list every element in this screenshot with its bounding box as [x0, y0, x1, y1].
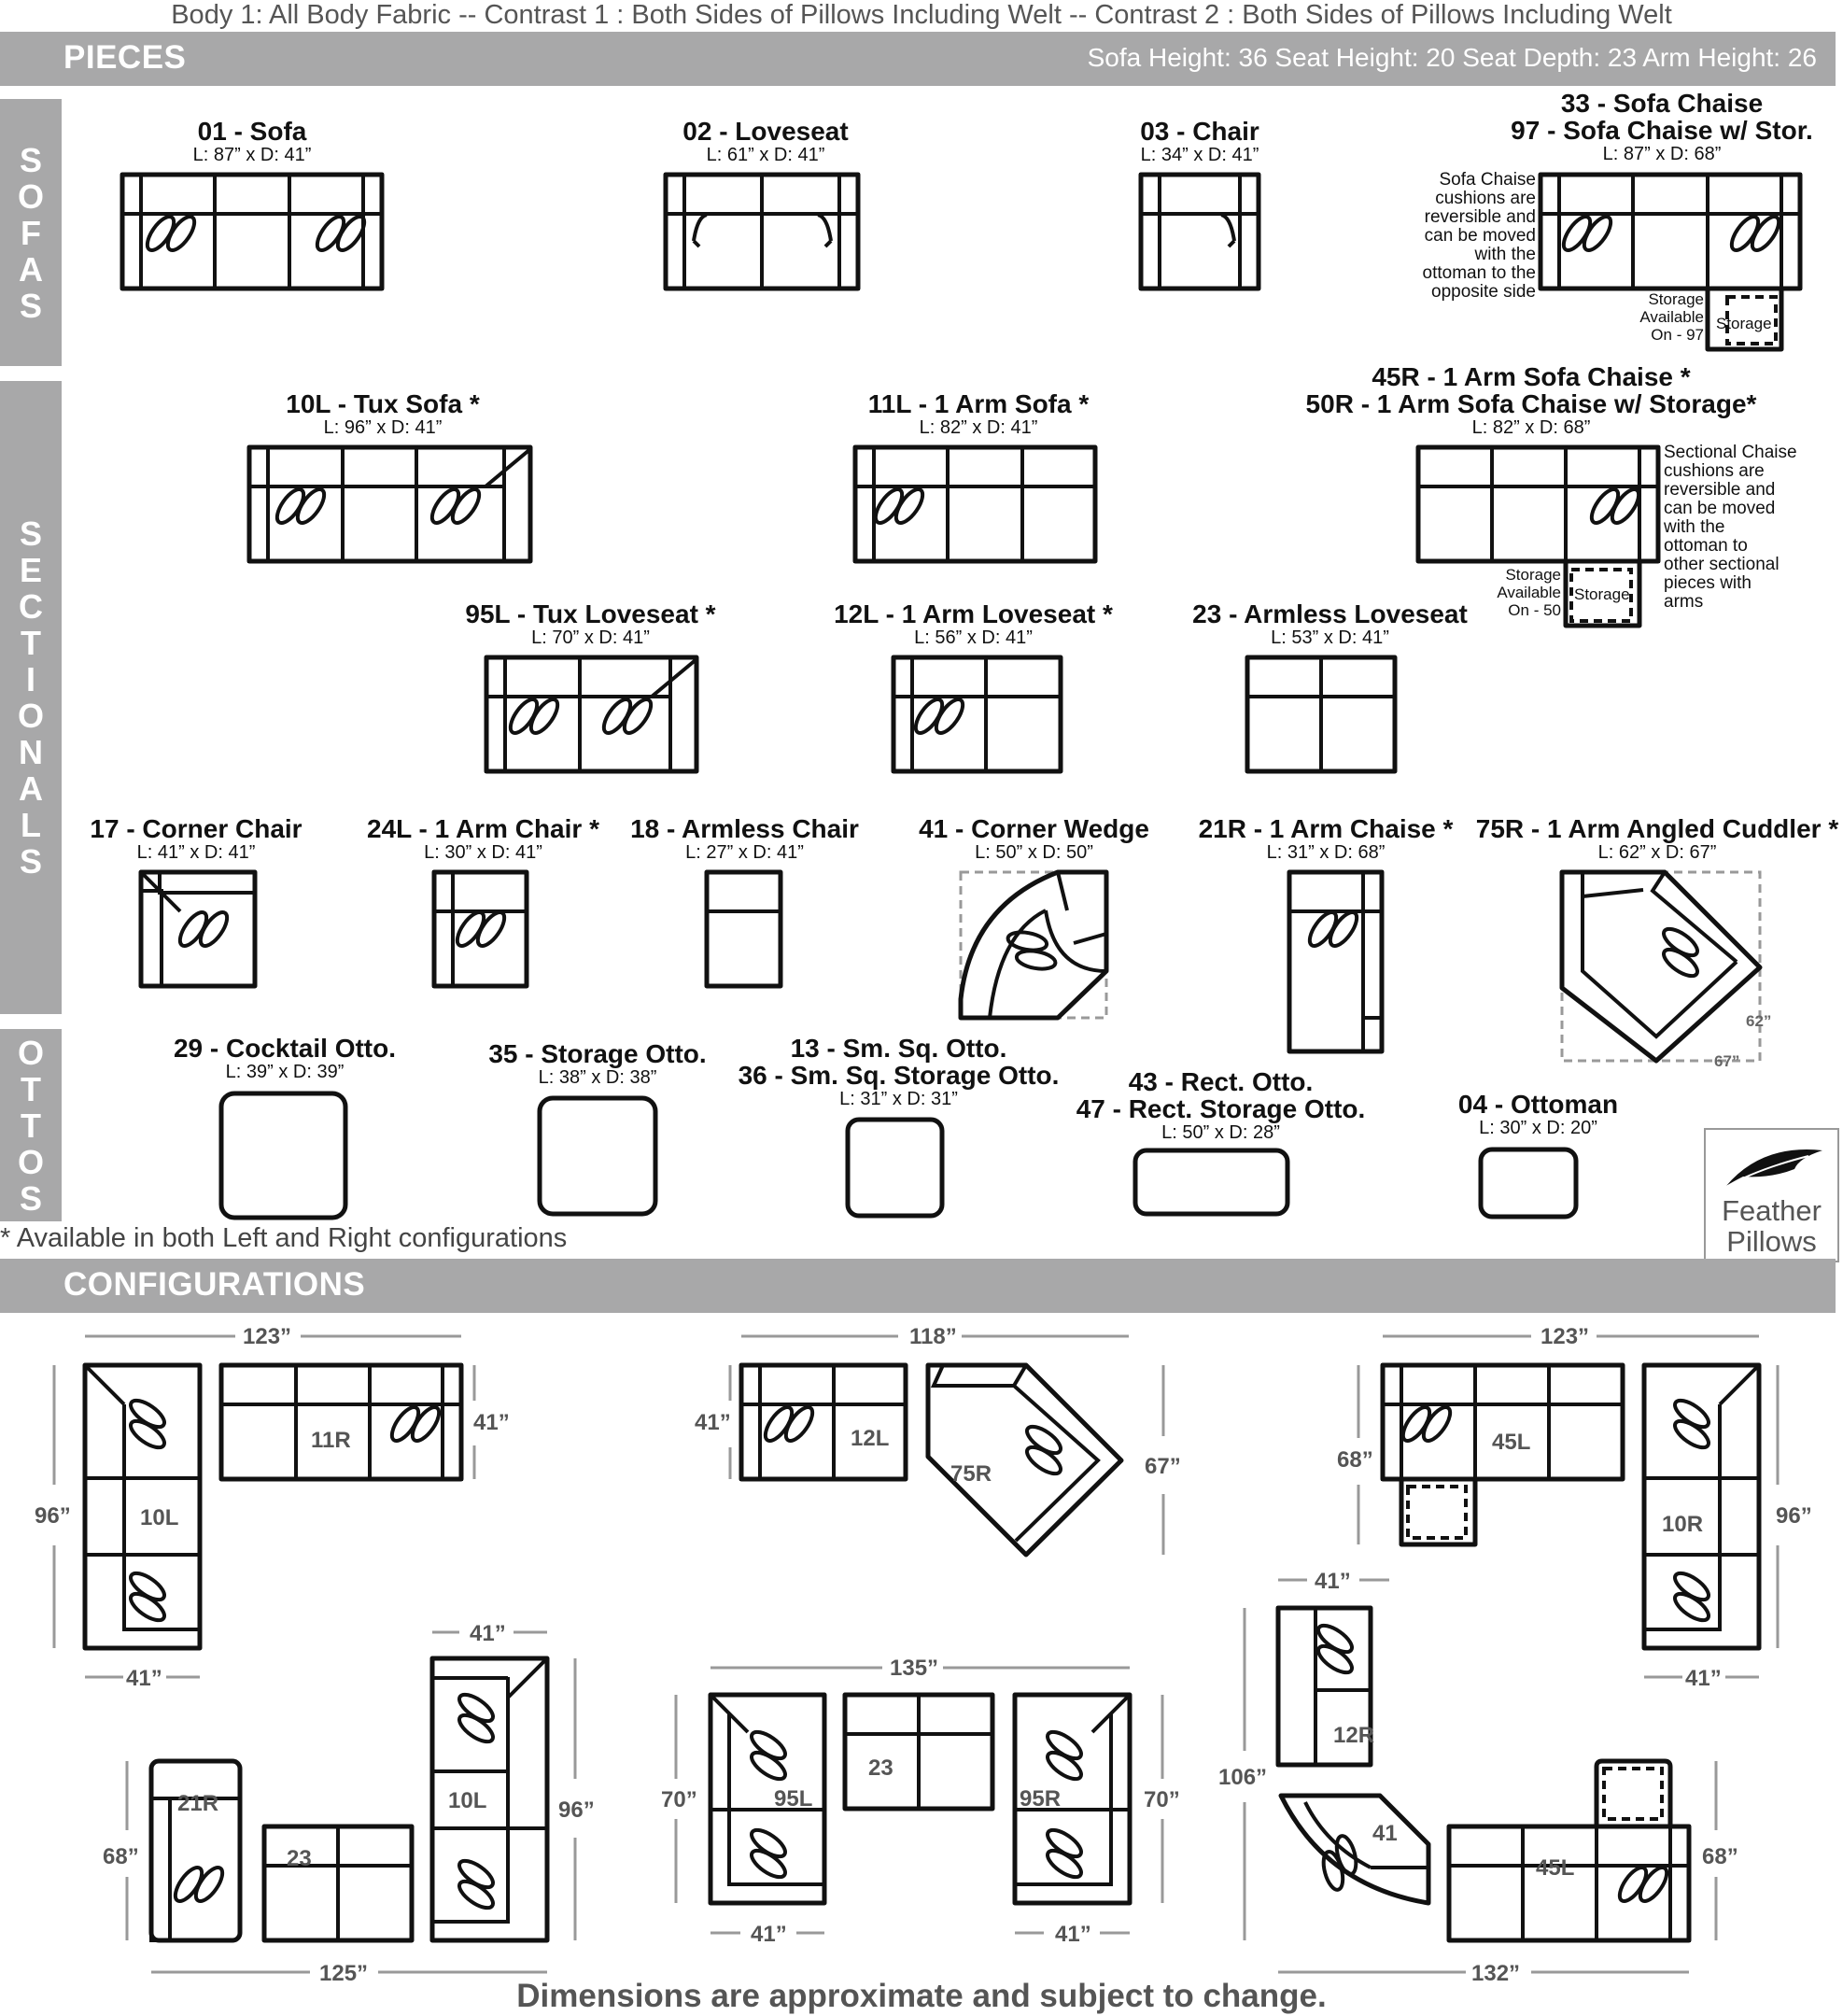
piece-label-95l: 95L - Tux Loveseat * L: 70” x D: 41”	[465, 599, 716, 648]
c5-left: 70”	[661, 1787, 697, 1812]
c1-width: 123”	[243, 1324, 292, 1349]
piece-label-10l: 10L - Tux Sofa * L: 96” x D: 41”	[286, 389, 480, 438]
c3-label-10r: 10R	[1662, 1512, 1704, 1537]
piece-label-11l: 11L - 1 Arm Sofa * L: 82” x D: 41”	[867, 389, 1090, 438]
piece-label-21r: 21R - 1 Arm Chaise * L: 31” x D: 68”	[1198, 814, 1454, 863]
piece-label-03: 03 - Chair L: 34” x D: 41”	[1140, 117, 1259, 165]
ottoman-04-diagram	[1481, 1149, 1576, 1217]
c2-label-75r: 75R	[950, 1461, 992, 1487]
sofa-chaise-note: Sofa Chaise cushions are reversible and can be moved with the ottoman to the opposite side	[1422, 170, 1536, 302]
c1-height: 96”	[35, 1503, 71, 1529]
piece-label-13: 13 - Sm. Sq. Otto. 36 - Sm. Sq. Storage Otto. L: 31” x D: 31”	[738, 1034, 1060, 1109]
small-square-ottoman-13-diagram	[848, 1120, 942, 1216]
feather-icon	[1706, 1130, 1837, 1195]
piece-label-24l: 24L - 1 Arm Chair * L: 30” x D: 41”	[367, 814, 599, 863]
c1-label-10l: 10L	[140, 1505, 179, 1530]
storage-label-50: Storage	[1574, 585, 1630, 603]
c2-label-12l: 12L	[851, 1426, 890, 1451]
c4-bottom: 125”	[319, 1961, 369, 1986]
c2-right: 67”	[1145, 1454, 1181, 1479]
c3-bottom: 41”	[1685, 1666, 1722, 1691]
one-arm-chaise-21r-diagram	[1289, 872, 1382, 1051]
c4-label-23: 23	[287, 1846, 312, 1871]
c6-right: 68”	[1702, 1844, 1738, 1869]
storage-ottoman-35-diagram	[540, 1098, 655, 1214]
config-5-diagram	[676, 1668, 1162, 1933]
c5-bottom-right: 41”	[1055, 1922, 1091, 1947]
c3-right: 96”	[1776, 1503, 1812, 1529]
piece-label-29: 29 - Cocktail Otto. L: 39” x D: 39”	[173, 1034, 397, 1082]
piece-label-35: 35 - Storage Otto. L: 38” x D: 38”	[488, 1039, 707, 1088]
c4-left: 68”	[103, 1844, 139, 1869]
c4-label-10l: 10L	[448, 1788, 487, 1813]
cuddler-dim-62: 62”	[1746, 1012, 1772, 1030]
c2-width: 118”	[909, 1324, 957, 1349]
c1-label-11r: 11R	[311, 1428, 351, 1453]
configurations-title: CONFIGURATIONS	[63, 1266, 366, 1303]
c3-width: 123”	[1541, 1324, 1590, 1349]
config-1-diagram	[54, 1336, 474, 1677]
disclaimer: Dimensions are approximate and subject to change.	[516, 1978, 1327, 2014]
config-2-diagram	[730, 1336, 1163, 1555]
side-label-sofas: S O F A S	[0, 99, 62, 366]
c3-left: 68”	[1337, 1447, 1373, 1473]
c1-depth: 41”	[473, 1410, 510, 1435]
one-arm-chair-24l-diagram	[434, 872, 527, 986]
piece-label-02: 02 - Loveseat L: 61” x D: 41”	[682, 117, 849, 165]
storage-note-97: Storage Available On - 97	[1639, 290, 1704, 344]
header-note: Body 1: All Body Fabric -- Contrast 1 : Both Sides of Pillows Including Welt -- Contrast 2 : Both Sides of Pillows Including Welt	[171, 0, 1672, 30]
armless-loveseat-23-diagram	[1247, 657, 1395, 771]
c5-bottom-left: 41”	[751, 1922, 787, 1947]
armless-chair-18-diagram	[707, 872, 781, 986]
piece-label-75r: 75R - 1 Arm Angled Cuddler * L: 62” x D: 67”	[1475, 814, 1839, 863]
c5-label-23: 23	[868, 1755, 893, 1781]
one-arm-loveseat-12l-diagram	[893, 657, 1061, 771]
c4-right: 96”	[558, 1797, 595, 1823]
storage-label-97: Storage	[1716, 315, 1772, 332]
pieces-bar	[0, 32, 1836, 86]
sofa-01-diagram	[122, 175, 382, 289]
piece-label-18: 18 - Armless Chair L: 27” x D: 41”	[630, 814, 859, 863]
angled-cuddler-75r-diagram	[1562, 872, 1760, 1061]
rect-ottoman-43-diagram	[1135, 1150, 1287, 1214]
c4-top: 41”	[470, 1621, 506, 1646]
footnote: * Available in both Left and Right configurations	[0, 1223, 568, 1253]
c6-left: 106”	[1218, 1765, 1268, 1790]
piece-label-17: 17 - Corner Chair L: 41” x D: 41”	[90, 814, 302, 863]
chair-03-diagram	[1141, 175, 1259, 289]
c5-right: 70”	[1144, 1787, 1180, 1812]
pieces-specs: Sofa Height: 36 Seat Height: 20 Seat Depth: 23 Arm Height: 26	[1087, 43, 1817, 72]
piece-label-41: 41 - Corner Wedge L: 50” x D: 50”	[919, 814, 1149, 863]
c6-label-41: 41	[1372, 1821, 1398, 1846]
c5-label-95l: 95L	[774, 1786, 813, 1812]
piece-label-04: 04 - Ottoman L: 30” x D: 20”	[1457, 1090, 1619, 1138]
side-label-sectionals: S E C T I O N A L S	[0, 381, 62, 1014]
cuddler-dim-67: 67”	[1714, 1052, 1740, 1070]
cocktail-ottoman-29-diagram	[221, 1093, 345, 1218]
c2-left: 41”	[695, 1410, 731, 1435]
pieces-title: PIECES	[63, 39, 187, 76]
c6-label-45l: 45L	[1536, 1855, 1575, 1881]
c6-bottom: 132”	[1471, 1961, 1521, 1986]
config-3-diagram	[1358, 1336, 1778, 1677]
c5-label-95r: 95R	[1020, 1786, 1062, 1812]
one-arm-sofa-11l-diagram	[855, 447, 1095, 561]
storage-note-50: Storage Available On - 50	[1497, 566, 1561, 619]
loveseat-02-diagram	[666, 175, 858, 289]
piece-label-45r: 45R - 1 Arm Sofa Chaise * 50R - 1 Arm Sofa Chaise w/ Storage* L: 82” x D: 68”	[1305, 362, 1757, 438]
c5-width: 135”	[890, 1656, 939, 1681]
piece-label-33: 33 - Sofa Chaise 97 - Sofa Chaise w/ Stor. L: 87” x D: 68”	[1511, 89, 1813, 164]
feather-pillows-badge: Feather Pillows	[1704, 1128, 1839, 1262]
c6-top: 41”	[1315, 1569, 1351, 1594]
c6-label-12r: 12R	[1333, 1723, 1375, 1748]
sectional-chaise-note: Sectional Chaise cushions are reversible and can be moved with the ottoman to other sectional pieces with arms	[1664, 443, 1797, 612]
corner-chair-17-diagram	[141, 872, 255, 986]
piece-label-43: 43 - Rect. Otto. 47 - Rect. Storage Otto. L: 50” x D: 28”	[1076, 1067, 1366, 1143]
piece-label-12l: 12L - 1 Arm Loveseat * L: 56” x D: 41”	[834, 599, 1113, 648]
c3-label-45l: 45L	[1492, 1430, 1531, 1455]
tux-sofa-10l-diagram	[249, 447, 530, 561]
c1-bottom: 41”	[126, 1666, 162, 1691]
piece-label-23: 23 - Armless Loveseat L: 53” x D: 41”	[1192, 599, 1468, 648]
tux-loveseat-95l-diagram	[486, 657, 696, 771]
corner-wedge-41-diagram	[961, 872, 1106, 1018]
side-label-ottos: O T T O S	[0, 1029, 62, 1221]
configurations-bar	[0, 1259, 1836, 1313]
c4-label-21r: 21R	[177, 1791, 219, 1816]
piece-label-01: 01 - Sofa L: 87” x D: 41”	[192, 117, 312, 165]
